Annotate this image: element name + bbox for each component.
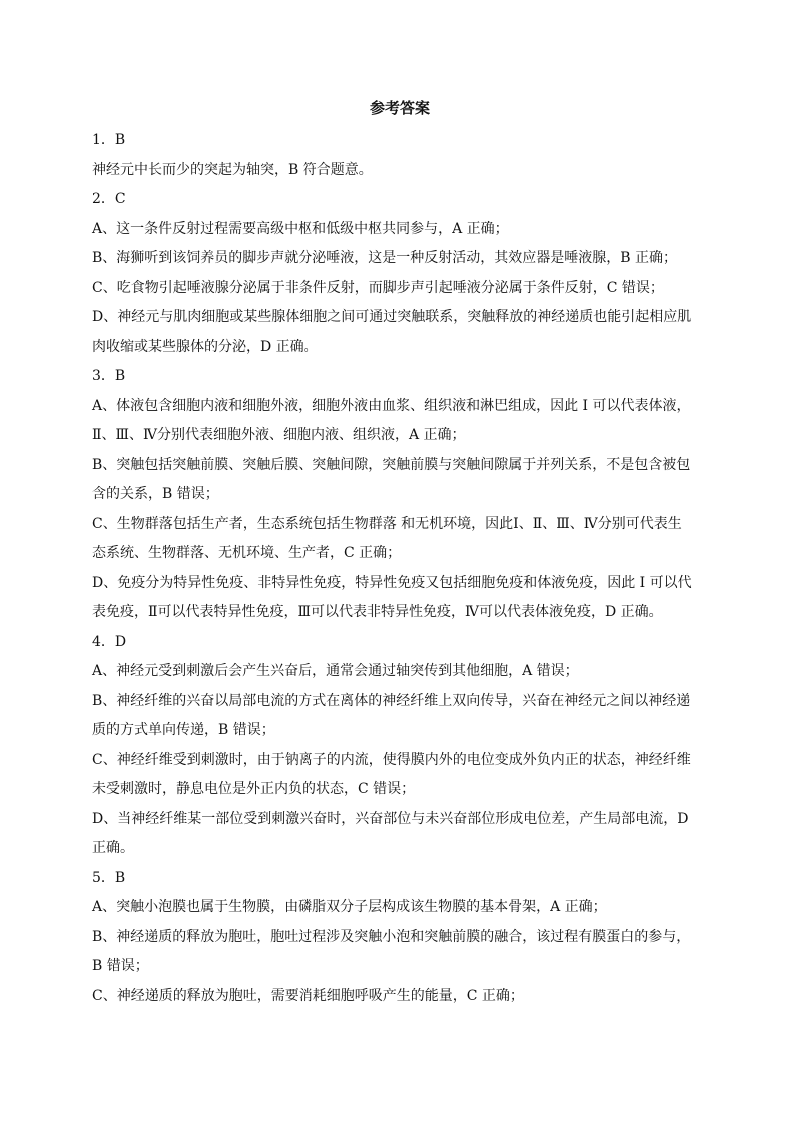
answer-text: A、这一条件反射过程需要高级中枢和低级中枢共同参与，A 正确； bbox=[92, 220, 509, 237]
answer-text: C、神经递质的释放为胞吐，需要消耗细胞呼吸产生的能量，C 正确； bbox=[92, 987, 524, 1004]
answer-text: B、神经递质的释放为胞吐，胞吐过程涉及突触小泡和突触前膜的融合，该过程有膜蛋白的参与， bbox=[92, 928, 691, 945]
answer-text: Ⅱ、Ⅲ、Ⅳ分别代表细胞外液、细胞内液、组织液，A 正确； bbox=[92, 427, 466, 443]
answer-text: D、当神经纤维某一部位受到刺激兴奋时，兴奋部位与未兴奋部位形成电位差，产生局部电流，D bbox=[92, 810, 689, 827]
answer-content bbox=[92, 126, 702, 1011]
answer-text: 质的方式单向传递，B 错误； bbox=[92, 722, 275, 738]
answer-text: 含的关系，B 错误； bbox=[92, 486, 219, 502]
answer-text: D、免疫分为特异性免疫、非特异性免疫，特异性免疫又包括细胞免疫和体液免疫，因此 I 可以代 bbox=[92, 574, 692, 591]
answer-text: 肉收缩或某些腺体的分泌，D 正确。 bbox=[92, 338, 318, 355]
answer-text: 态系统、生物群落、无机环境、生产者，C 正确； bbox=[92, 545, 402, 561]
answer-text: 正确。 bbox=[92, 840, 134, 856]
page-title: 参考答案 bbox=[369, 99, 430, 117]
answer-text: A、体液包含细胞内液和细胞外液，细胞外液由血浆、组织液和淋巴组成，因此 I 可以代表体液， bbox=[92, 397, 691, 414]
answer-number-4: 4．D bbox=[92, 633, 127, 650]
answer-text: D、神经元与肌肉细胞或某些腺体细胞之间可通过突触联系，突触释放的神经递质也能引起相应肌 bbox=[92, 309, 692, 325]
answer-text: C、吃食物引起唾液腺分泌属于非条件反射，而脚步声引起唾液分泌属于条件反射，C 错误； bbox=[92, 279, 664, 296]
answer-text: 神经元中长而少的突起为轴突，B 符合题意。 bbox=[92, 161, 373, 178]
answer-text: 未受刺激时，静息电位是外正内负的状态，C 错误； bbox=[92, 781, 416, 797]
answer-number-1: 1．B bbox=[92, 132, 126, 148]
answer-number-5: 5．B bbox=[92, 869, 126, 886]
answer-text: B 错误； bbox=[92, 958, 149, 974]
answer-text: A、神经元受到刺激后会产生兴奋后，通常会通过轴突传到其他细胞，A 错误； bbox=[92, 663, 579, 679]
answer-text: B、神经纤维的兴奋以局部电流的方式在离体的神经纤维上双向传导，兴奋在神经元之间以神经递 bbox=[92, 692, 691, 709]
answer-text: A、突触小泡膜也属于生物膜，由磷脂双分子层构成该生物膜的基本骨架，A 正确； bbox=[92, 899, 607, 915]
answer-text: B、突触包括突触前膜、突触后膜、突触间隙，突触前膜与突触间隙属于并列关系，不是包含被包 bbox=[92, 456, 691, 473]
answer-text: C、生物群落包括生产者，生态系统包括生物群落 和无机环境，因此Ⅰ、Ⅱ、Ⅲ、Ⅳ分别可代表生 bbox=[92, 515, 682, 532]
answer-text: B、海狮听到该饲养员的脚步声就分泌唾液，这是一种反射活动，其效应器是唾液腺，B 正确； bbox=[92, 250, 678, 266]
answer-number-2: 2．C bbox=[92, 191, 126, 207]
answer-number-3: 3．B bbox=[92, 368, 126, 384]
answer-text: C、神经纤维受到刺激时，由于钠离子的内流，使得膜内外的电位变成外负内正的状态，神经纤维 bbox=[92, 751, 691, 768]
answer-text: 表免疫，Ⅱ可以代表特异性免疫，Ⅲ可以代表非特异性免疫，Ⅳ可以代表体液免疫，D 正确。 bbox=[92, 604, 663, 620]
